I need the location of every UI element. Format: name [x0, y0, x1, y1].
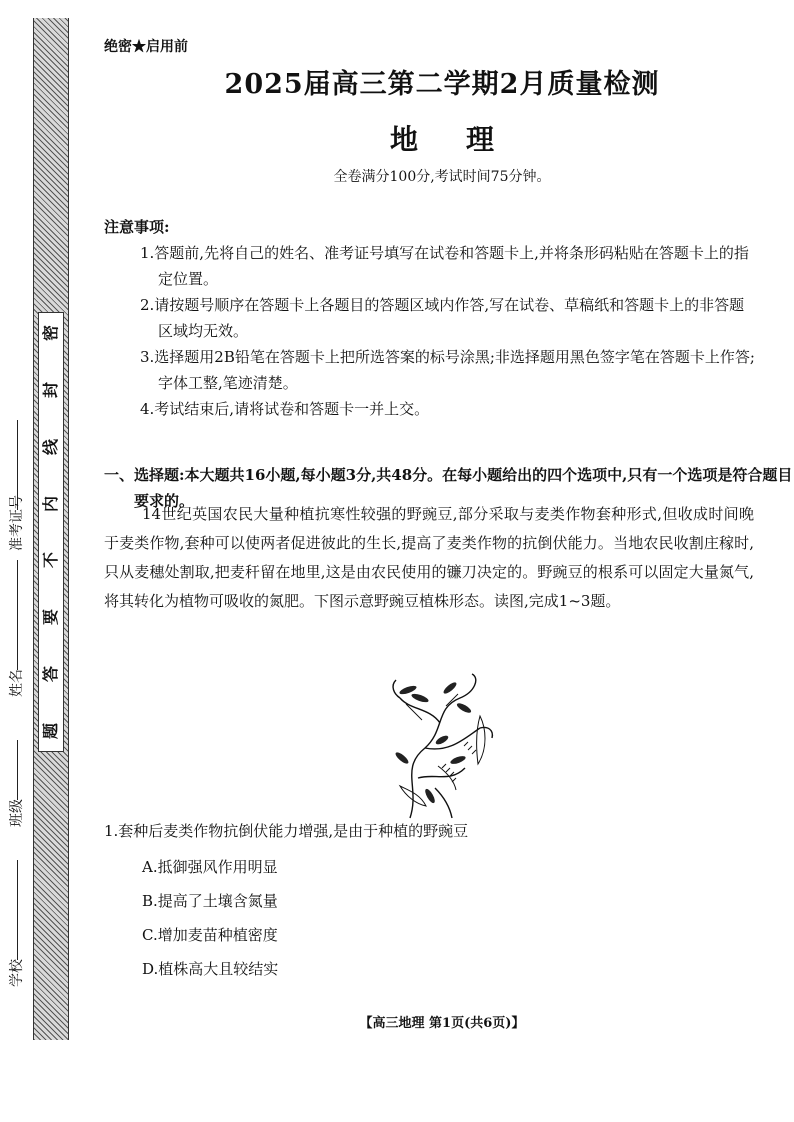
notice-item: 1.答题前,先将自己的姓名、准考证号填写在试卷和答题卡上,并将条形码粘贴在答题卡上的指定位置。 [140, 244, 749, 288]
question-1-option-b: B.提高了土壤含氮量 [142, 892, 278, 910]
school-label: 学校 [9, 959, 25, 987]
name-label: 姓名 [9, 669, 25, 697]
exam-number-label: 准考证号 [9, 495, 25, 551]
seal-char: 要 [40, 609, 60, 626]
page-footer: 【高三地理 第1页(共6页)】 [359, 1016, 525, 1031]
exam-info: 全卷满分100分,考试时间75分钟。 [333, 169, 551, 185]
class-label: 班级 [9, 799, 25, 827]
subject-title: 地理 [389, 123, 542, 156]
seal-char: 线 [40, 438, 60, 455]
notice-list [140, 240, 756, 422]
seal-char: 不 [40, 552, 60, 569]
section-heading: 一、选择题:本大题共16小题,每小题3分,共48分。在每小题给出的四个选项中,只有一个选项是符合题目要求的。 [104, 466, 793, 510]
seal-char: 答 [40, 666, 60, 683]
question-1-stem: 1.套种后麦类作物抗倒伏能力增强,是由于种植的野豌豆 [104, 822, 469, 840]
question-1-option-c: C.增加麦苗种植密度 [142, 926, 278, 944]
reading-passage: 14世纪英国农民大量种植抗寒性较强的野豌豆,部分采取与麦类作物套种形式,但收成时间晚于麦类作物,套种可以使两者促进彼此的生长,提高了麦类作物的抗倒伏能力。当地农民收割庄稼时,只从麦穗处割取,把麦秆留在地里,这是由农民使用的镰刀决定的。野豌豆的根系可以固定大量氮气,将其转化为植物可吸收的氮肥。下图示意野豌豆植株形态。读图,完成1~3题。 [104, 505, 754, 610]
exam-number-field[interactable] [4, 420, 30, 551]
notice-heading: 注意事项: [104, 218, 170, 236]
school-field[interactable] [4, 860, 30, 987]
notice-item: 4.考试结束后,请将试卷和答题卡一并上交。 [140, 400, 430, 418]
name-field[interactable] [4, 560, 30, 697]
seal-char: 内 [40, 495, 60, 512]
question-1-option-d: D.植株高大且较结实 [142, 960, 279, 978]
seal-line-notice [38, 312, 64, 752]
confidential-label: 绝密★启用前 [104, 39, 188, 55]
notice-item: 3.选择题用2B铅笔在答题卡上把所选答案的标号涂黑;非选择题用黑色签字笔在答题卡上作答;字体工整,笔迹清楚。 [140, 348, 755, 392]
exam-title: 2025届高三第二学期2月质量检测 [224, 69, 660, 100]
wild-pea-plant-illustration [380, 668, 500, 820]
question-1-option-a: A.抵御强风作用明显 [142, 858, 278, 876]
seal-char: 封 [40, 381, 60, 398]
class-field[interactable] [4, 740, 30, 827]
seal-char: 密 [40, 324, 60, 342]
seal-char: 题 [40, 722, 60, 739]
notice-item: 2.请按题号顺序在答题卡上各题目的答题区域内作答,写在试卷、草稿纸和答题卡上的非答题区域均无效。 [140, 296, 745, 340]
